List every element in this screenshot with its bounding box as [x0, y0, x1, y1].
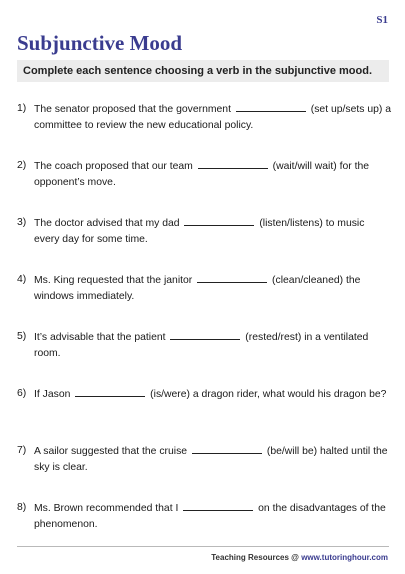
answer-blank[interactable]	[170, 329, 240, 340]
question-number: 2)	[17, 160, 27, 171]
question-suffix: on the disadvantages of the phenomenon.	[34, 503, 386, 530]
footer-link[interactable]: www.tutoringhour.com	[301, 553, 388, 562]
question-prefix: The doctor advised that my dad	[34, 218, 180, 229]
question-number: 5)	[17, 331, 27, 342]
footer-label: Teaching Resources @	[211, 553, 299, 562]
question-number: 7)	[17, 445, 27, 456]
question-suffix: (be/will be) halted until the sky is clear.	[34, 446, 388, 473]
question-suffix: (set up/sets up) a committee to review the new educational policy.	[34, 104, 392, 131]
question-prefix: It’s advisable that the patient	[34, 332, 166, 343]
answer-blank[interactable]	[75, 386, 145, 397]
question-prefix: A sailor suggested that the cruise	[34, 446, 188, 457]
question-prefix: Ms. Brown recommended that I	[34, 503, 179, 514]
question-text	[34, 386, 392, 403]
answer-blank[interactable]	[198, 158, 268, 169]
question-suffix: (rested/rest) in a ventilated room.	[34, 332, 369, 359]
question-text	[34, 443, 392, 476]
question-prefix: The senator proposed that the government	[34, 104, 231, 115]
instruction-bar: Complete each sentence choosing a verb in the subjunctive mood.	[17, 60, 389, 82]
sheet-code: S1	[376, 14, 388, 26]
question-text	[34, 500, 392, 533]
question-text	[34, 101, 392, 134]
answer-blank[interactable]	[236, 101, 306, 112]
question-number: 6)	[17, 388, 27, 399]
question-text	[34, 158, 392, 191]
question-number: 1)	[17, 103, 27, 114]
question-suffix: (is/were) a dragon rider, what would his dragon be?	[150, 389, 387, 400]
question-number: 8)	[17, 502, 27, 513]
question-prefix: Ms. King requested that the janitor	[34, 275, 193, 286]
answer-blank[interactable]	[197, 272, 267, 283]
answer-blank[interactable]	[183, 500, 253, 511]
question-prefix: The coach proposed that our team	[34, 161, 193, 172]
answer-blank[interactable]	[184, 215, 254, 226]
question-suffix: (wait/will wait) for the opponent’s move.	[34, 161, 370, 188]
footer-divider	[17, 546, 389, 547]
page-title: Subjunctive Mood	[17, 31, 183, 55]
question-text	[34, 215, 392, 248]
question-text	[34, 272, 392, 305]
question-number: 4)	[17, 274, 27, 285]
question-number: 3)	[17, 217, 27, 228]
question-suffix: (listen/listens) to music every day for some time.	[34, 218, 365, 245]
answer-blank[interactable]	[192, 443, 262, 454]
footer	[211, 553, 388, 562]
question-suffix: (clean/cleaned) the windows immediately.	[34, 275, 361, 302]
question-prefix: If Jason	[34, 389, 71, 400]
question-text	[34, 329, 392, 362]
